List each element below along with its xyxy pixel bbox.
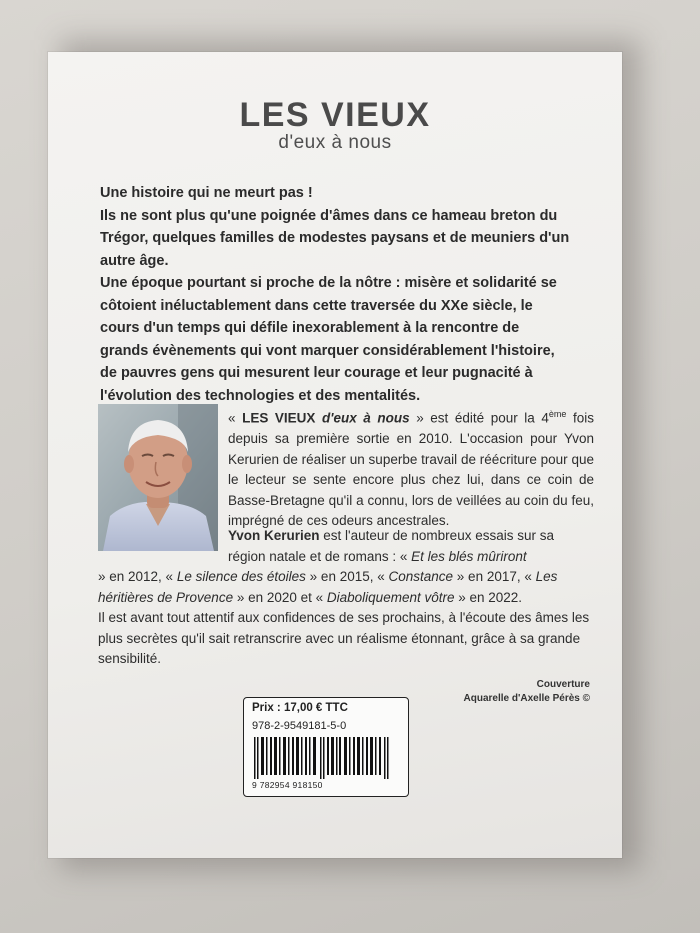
book-title: LES VIEUX [239, 96, 431, 134]
barcode-box [243, 697, 409, 797]
book-ref: Les héritières de Provence [98, 569, 558, 605]
book-ref: Le silence des étoiles [176, 569, 306, 584]
isbn-number: 978-2-9549181-5-0 [252, 720, 347, 732]
bio-text: est édité pour la 4 [423, 410, 549, 426]
book-title-ref: LES VIEUX [242, 410, 316, 426]
bio-text: » en 2012, « [98, 569, 177, 584]
credit-label: Couverture [536, 679, 590, 690]
barcode-bars [250, 737, 400, 779]
book-subtitle: d'eux à nous [278, 132, 392, 153]
quote-mark: » [409, 410, 424, 426]
quote-mark: « [228, 410, 243, 426]
author-bio-continued [98, 526, 594, 670]
author-bio [228, 404, 594, 532]
blurb-text [100, 182, 570, 407]
blurb-paragraph: Une histoire qui ne meurt pas ! [100, 185, 313, 201]
bio-text: » en 2017, « [453, 569, 536, 584]
bio-text: Il est avant tout attentif aux confidences de ses prochains, à l'écoute des âmes les plus secrètes qu'il sait retranscrire avec un réalisme étonnant, grâce à sa grande sensibilité. [98, 610, 590, 666]
blurb-paragraph: Ils ne sont plus qu'une poignée d'âmes dans ce hameau breton du Trégor, quelques familles de modestes paysans et de meuniers d'un autre âge. [100, 207, 570, 269]
bio-text: » en 2022. [454, 589, 523, 605]
author-name: Yvon Kerurien [228, 528, 320, 543]
cover-credit [464, 678, 590, 706]
credit-artist: Aquarelle d'Axelle Pérès © [463, 693, 590, 704]
blurb-paragraph: Une époque pourtant si proche de la nôtre : misère et solidarité se côtoient inéluctablement dans cette traversée du XXe siècle, le cours d'un temps qui défile inexorablement à la rencontre de grands évènements qui vont marquer considérablement l'histoire, de pauvres gens qui mesurent leur courage et leur pugnacité à l'évolution des technologies et des mentalités. [100, 275, 557, 404]
edition-superscript: ème [548, 409, 567, 419]
book-ref: Diaboliquement vôtre [326, 589, 455, 605]
price-label: Prix : 17,00 € TTC [252, 702, 348, 714]
bio-text: » en 2020 et « [233, 589, 327, 605]
bio-text: » en 2015, « [305, 569, 389, 584]
ean-digits: 9 782954 918150 [252, 780, 323, 790]
book-ref: Et les blés mûriront [411, 548, 527, 564]
bio-text: est l'auteur de nombreux essais sur sa région natale et de romans : « [228, 528, 554, 564]
book-subtitle-ref: d'eux à nous [315, 410, 410, 426]
book-back-cover [48, 52, 622, 858]
bio-text: fois depuis sa première sortie en 2010. L'occasion pour Yvon Kerurien de réaliser un superbe travail de réécriture pour que le lecteur se sente encore plus chez lui, dans ce coin de Basse-Bretagne qu'il a connu, lors de veillées au coin du feu, imprégné de ces odeurs ancestrales. [228, 410, 595, 528]
book-ref: Constance [388, 569, 454, 584]
